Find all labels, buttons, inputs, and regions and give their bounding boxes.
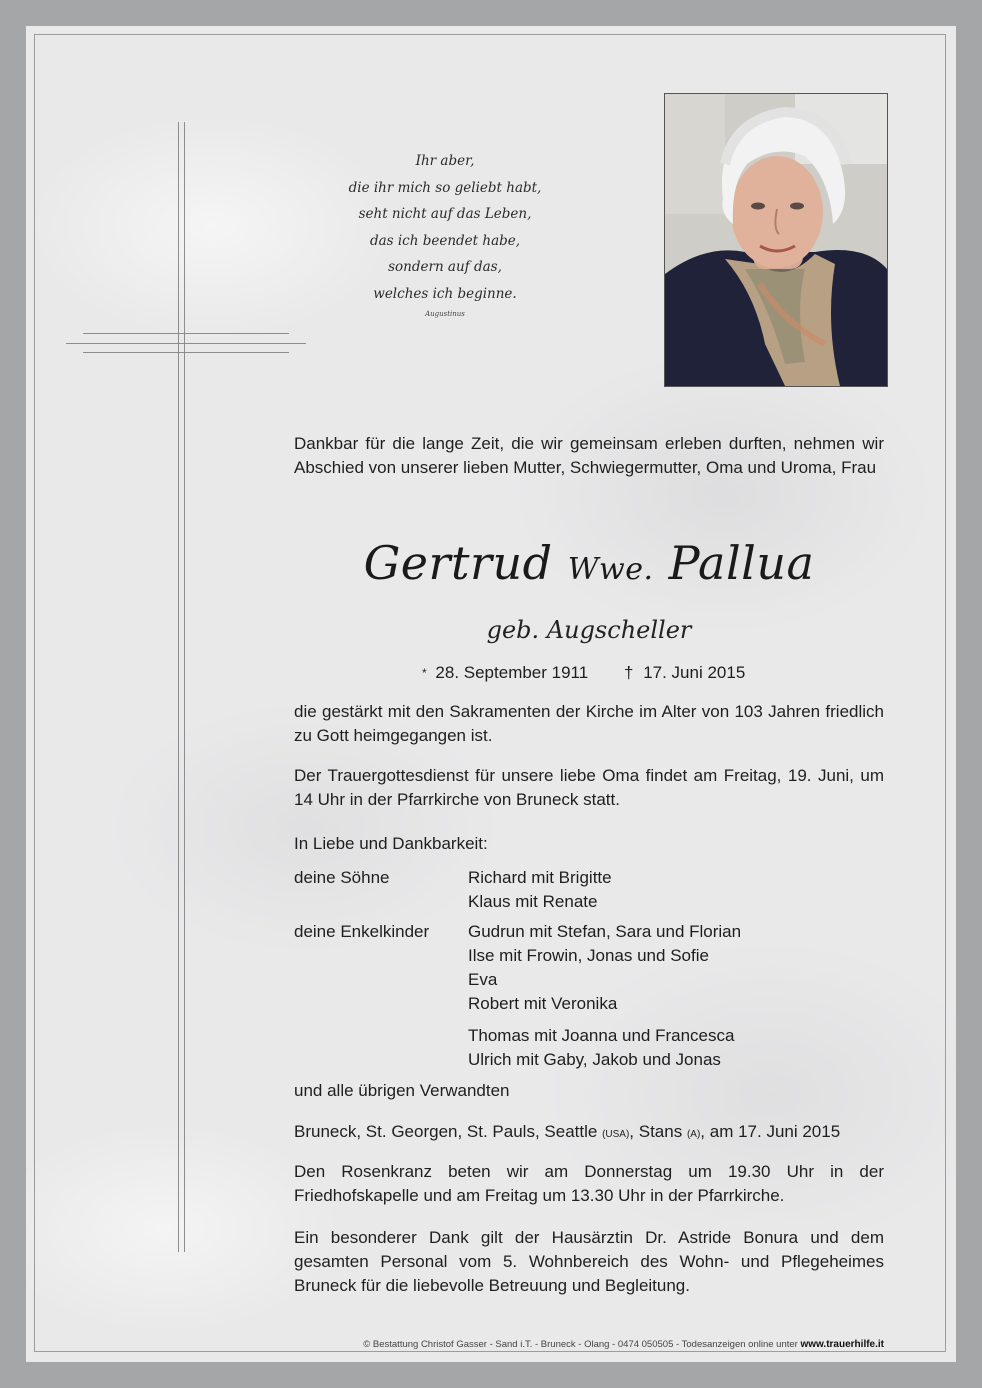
birth-date (422, 660, 588, 686)
poem-line: das ich beendet habe, (369, 232, 521, 249)
passing-text: die gestärkt mit den Sakramenten der Kirche im Alter von 103 Jahren friedlich zu Gott heimgegangen ist. (294, 702, 884, 745)
deceased-name (294, 528, 884, 605)
birth-star-icon: * (422, 666, 427, 680)
last-name: Pallua (668, 536, 815, 590)
place-prefix: Bruneck, St. Georgen, St. Pauls, Seattle (294, 1122, 598, 1141)
poem-author: Augustinus (425, 310, 465, 318)
place-austria: (A) (686, 1129, 701, 1140)
footer-credit (294, 1338, 884, 1352)
sons-label: deine Söhne (294, 868, 390, 887)
cross-vertical-line-right (184, 122, 185, 1252)
place-usa: (USA) (602, 1129, 630, 1140)
death-date-text: 17. Juni 2015 (643, 663, 746, 682)
place-stans: , Stans (629, 1122, 683, 1141)
list-item: Gudrun mit Stefan, Sara und Florian (468, 922, 742, 941)
list-item: Ulrich mit Gaby, Jakob und Jonas (468, 1050, 721, 1069)
place-date-line (294, 1120, 884, 1147)
death-date (624, 660, 745, 686)
poem-line: seht nicht auf das Leben, (358, 206, 532, 222)
death-cross-icon: † (624, 663, 634, 682)
poem-line: die ihr mich so geliebt habt, (348, 179, 542, 196)
memorial-poem (340, 148, 550, 319)
list-item: Robert mit Veronika (468, 994, 618, 1013)
portrait-photo (664, 93, 888, 387)
cross-vertical-line-left (178, 122, 179, 1252)
cross-horizontal-line-top (83, 333, 289, 334)
list-item: Eva (468, 970, 498, 989)
rosary-text: Den Rosenkranz beten wir am Donnerstag um 19.30 Uhr in der Friedhofskapelle und am Freitag um 13.30 Uhr in der Pfarrkirche. (294, 1162, 884, 1205)
list-item: Thomas mit Joanna und Francesca (468, 1026, 735, 1045)
sons-list (468, 866, 612, 914)
relatives-line: und alle übrigen Verwandten (294, 1081, 510, 1100)
first-name: Gertrud (363, 536, 553, 590)
poem-line: Ihr aber, (415, 153, 475, 169)
list-item: Richard mit Brigitte (468, 868, 612, 887)
portrait-illustration (665, 94, 887, 386)
place-suffix: , am 17. Juni 2015 (700, 1122, 841, 1141)
love-line: In Liebe und Dankbarkeit: (294, 834, 488, 853)
cross-horizontal-line-middle (66, 343, 306, 344)
cross-horizontal-line-bottom (83, 352, 289, 353)
list-item: Klaus mit Renate (468, 892, 598, 911)
thanks-text: Ein besonderer Dank gilt der Hausärztin Dr. Astride Bonura und dem gesamten Personal vom 5. Wohnbereich des Wohn- und Pflegeheimes Bruneck für die liebevolle Betreuung und Begleitung. (294, 1228, 884, 1295)
footer-text: © Bestattung Christof Gasser - Sand i.T. - Bruneck - Olang - 0474 050505 - Todesanzeigen online unter (363, 1339, 801, 1350)
poem-line: sondern auf das, (388, 259, 502, 275)
poem-line: welches ich beginne. (373, 285, 517, 302)
service-text: Der Trauergottesdienst für unsere liebe Oma findet am Freitag, 19. Juni, um 14 Uhr in der Pfarrkirche von Bruneck statt. (294, 766, 884, 809)
grandchildren-list (468, 920, 741, 1072)
maiden-name: geb. Augscheller (486, 616, 692, 644)
widow-abbreviation: Wwe. (567, 552, 654, 587)
grandchildren-label: deine Enkelkinder (294, 922, 430, 941)
intro-text: Dankbar für die lange Zeit, die wir gemeinsam erleben durften, nehmen wir Abschied von unserer lieben Mutter, Schwiegermutter, Oma und Uroma, Frau (294, 434, 884, 477)
list-item: Ilse mit Frowin, Jonas und Sofie (468, 946, 709, 965)
birth-date-text: 28. September 1911 (435, 663, 589, 682)
footer-website-link[interactable]: www.trauerhilfe.it (800, 1339, 884, 1350)
